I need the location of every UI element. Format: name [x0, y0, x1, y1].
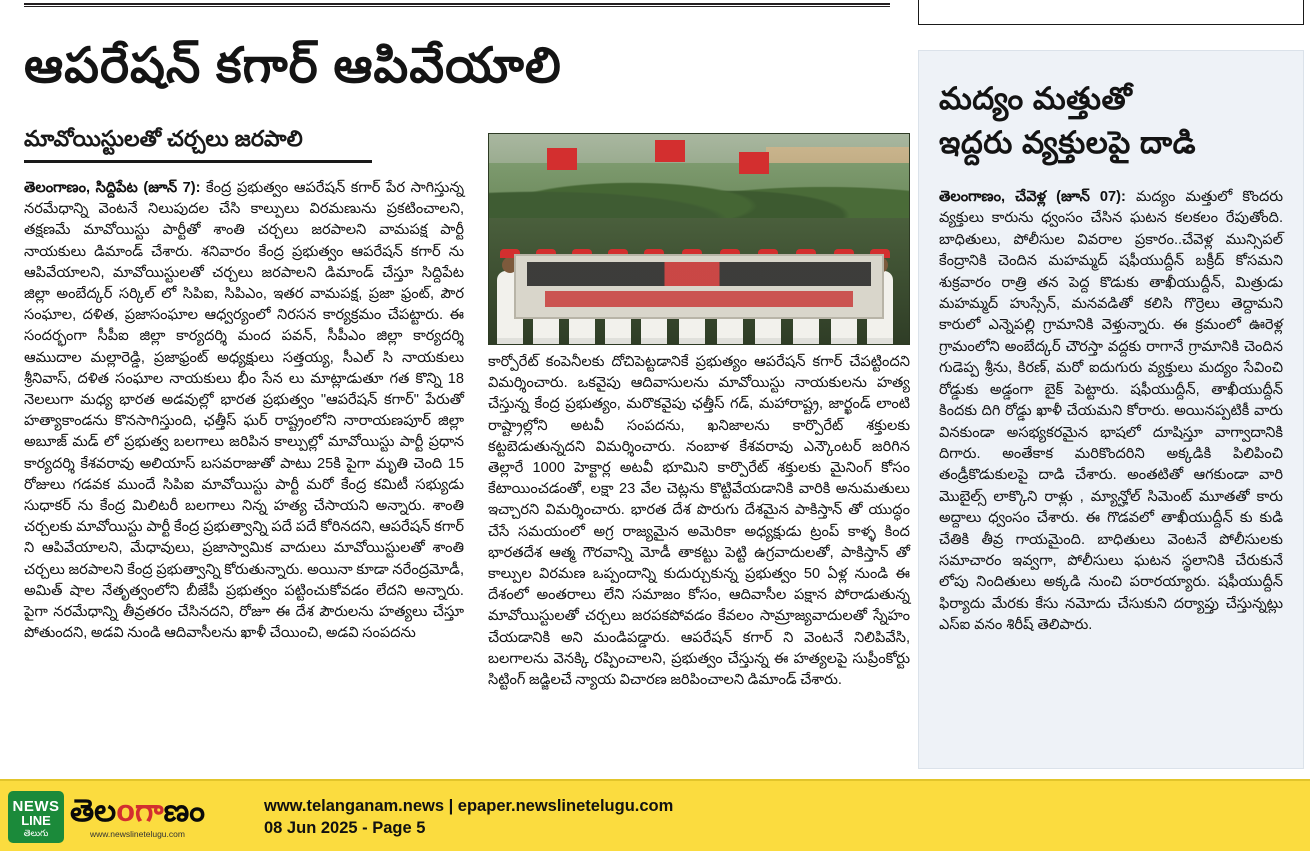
subheadline: మావోయిస్టులతో చర్చలు జరపాలి [24, 126, 303, 151]
badge-line-2: LINE [21, 812, 51, 828]
dateline: తెలంగాణం, సిద్దిపేట (జూన్ 7): [24, 180, 201, 196]
side-article-body-text: మద్యం మత్తులో కొందరు వ్యక్తులు కారును ధ్వంసం చేసిన ఘటన కలకలం రేపుతోంది. బాధితులు, పోలీసుల వివరాల ప్రకారం..చేవెళ్ల మున్సిపల్ కేంద్రానికి చెందిన మహమ్మద్ షఫీయుద్దీన్ బక్రీద్ కోసమని శుక్రవారం రాత్రి తన పెద్ద కొడుకు తాఖీయుద్దీన్, మిత్రుడు మహమ్మద్ హుస్సేన్, మనవడితో కలిసి గొర్రెలు తెద్దామని కారులో ఎన్నెపల్లి గ్రామానికి వెళ్తున్నారు. ఈ క్రమంలో ఊరెళ్ల గ్రామంలోని అంబేద్కర్ చౌరస్తా వద్దకు రాగానే గ్రామానికి చెందిన గుడెప్ప శ్రీను, కిరణ్, మరో ఐదుగురు వ్యక్తులు మద్యం సేవించి రోడ్డుకు అడ్డంగా బైక్ పెట్టారు. షఫీయుద్దీన్, తాఖీయుద్దీన్ కిందకు దిగి రోడ్డు ఖాళీ చేయమని కోరారు. అయినప్పటికీ వారు వినకుండా అసభ్యకరమైన భాషలో దూషిస్తూ వాగ్వాదానికి దిగారు. అంతేకాక మరికొందరిని అక్కడికి పిలిపించి తండ్రీకొడుకులపై దాడి చేశారు. అంతటితో ఆగకుండా వారి మొబైల్స్ లాక్కొని రాళ్లు , మ్యాన్హోల్ సిమెంట్ మూతతో కారు అద్దాలు ధ్వంసం చేశారు. ఈ గొడవలో తాఖీయుద్దీన్ కు కుడి చేతికి తీవ్ర గాయమైంది. బాధితులు వెంటనే పోలీసులకు సమాచారం ఇవ్వగా, పోలీసులు ఘటన స్థలానికి చేరుకునే లోపు నిందితులు అక్కడి నుంచి పరారయ్యారు. షఫీయుద్దీన్ ఫిర్యాదు మేరకు కేసు నమోదు చేసుకుని దర్యాప్తు చేస్తున్నట్లు ఎస్ఐ వనం శిరీష్ తెలిపారు. [939, 189, 1283, 634]
article-body-column-left [24, 178, 464, 644]
badge-line-1: NEWS [12, 797, 60, 815]
photo-protest-banner [514, 254, 884, 319]
article-body-text-left: కేంద్ర ప్రభుత్వం ఆపరేషన్ కగార్ పేర సాగిస్తున్న నరమేధాన్ని వెంటనే నిలుపుదల చేసి కాల్పులు విరమణును ప్రకటించాలని, తక్షణమే మావోయిస్టు పార్టీతో శాంతి చర్చలు జరపాలని వామపక్ష పార్టీ నాయకులు డిమాండ్ చేశారు. శనివారం కేంద్ర ప్రభుత్వం ఆపరేషన్ కగార్ ను ఆపివేయాలని, మావోయిస్టులతో చర్చలు జరపాలని డిమాండ్ చేస్తూ సిద్దిపేట జిల్లా అంబేద్కర్ సర్కిల్ లో సిపిఐ, సిపిఎం, ఇతర వామపక్ష, ప్రజా ఫ్రంట్, పౌర సంఘాల, దళిత, ప్రజాసంఘాల ఆధ్వర్యంలో నిరసన కార్యక్రమం చేపట్టారు. ఈ సందర్భంగా సీపీఐ జిల్లా కార్యదర్శి మంద పవన్, సీపీఎం జిల్లా కార్యదర్శి ఆముదాల మల్లారెడ్డి, ప్రజాఫ్రంట్ అధ్యక్షులు సత్తయ్య, సీఎల్ సి నాయకులు శ్రీనివాస్, దళిత సంఘాల నాయకులు భీం సేన లు మాట్లాడుతూ గత కొన్ని 18 నెలలుగా మధ్య భారత అడవుల్లో భారత ప్రభుత్వం "ఆపరేషన్ కగార్" పేరుతో హత్యాకాండను కొనసాగిస్తుంది, ఛత్తీస్ ఘర్ రాష్ట్రంలోని నారాయణపూర్ జిల్లా అబూజ్ మడ్ లో ప్రభుత్వ బలగాలు జరిపిన కాల్పుల్లో మావోయిస్టు పార్టీ ప్రధాన కార్యదర్శి కేశవరావు అలియాస్ బసవరాజుతో పాటు 25కి పైగా మృతి చెంది 15 రోజులు గడవక ముందే సిపిఐ మావోయిస్టు పార్టీ మరో కేంద్ర కమిటీ సభ్యుడు సుధాకర్ ను కేంద్ర మిలిటరీ బలగాలు నిన్న హత్య చేసాయని అన్నారు. శాంతి చర్చలకు మావోయిస్టు పార్టీ కేంద్ర ప్రభుత్వాన్ని పదే పదే కోరినదని, ఆపరేషన్ కగార్ ని ఆపివేయాలని, మేధావులు, ప్రజాస్వామిక వాదులు మావోయిస్టులతో శాంతి చర్చలు జరపాలని కేంద్ర ప్రభుత్వాన్ని కోరుతున్నారు. అయినా కూడా నరేంద్రమోడీ, అమిత్ షాల నేతృత్వంలోని బీజేపీ ప్రభుత్వం పట్టించుకోవడం లేదని అన్నారు. పైగా నరమేధాన్ని తీవ్రతరం చేసినదని, రోజూ ఈ దేశ పౌరులను హత్యలు చేస్తూ పోతుందని, అడవి నుండి ఆదివాసీలను ఖాళీ చేయించి, అడవి సంపదను [24, 180, 465, 642]
subheadline-block [24, 125, 396, 163]
page-title: ఆపరేషన్ కగార్ ఆపివేయాలి [24, 39, 562, 93]
publication-logo [8, 785, 244, 849]
masthead-part-2: oగా [116, 793, 164, 828]
masthead-url: www.newslinetelugu.com [89, 829, 185, 839]
footer-website-line: www.telanganam.news | epaper.newslinetelugu.com [264, 797, 674, 815]
masthead-text [70, 795, 205, 826]
article-body-column-right: కార్పోరేట్ కంపెనీలకు దోచిపెట్టడానికే ప్రభుత్యం ఆపరేషన్ కగార్ చేపట్టిందని విమర్శించారు. ఒకవైపు ఆదివాసులను మావోయిస్టు నాయకులను హత్య చేస్తున్న కేంద్ర ప్రభుత్యం, మరొకవైపు ఛత్తీస్ గడ్, మహారాష్ట్ర, జార్ఖండ్ లాంటి రాష్ట్రాల్లోని అటవీ సంపదను, ఖనిజాలను కార్పొరేట్ శక్తులకు కట్టబెడుతున్నదని విమర్శించారు. నంబాళ కేశవరావు ఎన్కౌంటర్ జరిగిన తెల్లారే 1000 హెక్టార్ల అటవీ భూమిని కార్పొరేట్ శక్తులకు మైనింగ్ కోసం కేటాయించడంతో, లక్షా 23 వేల చెట్లను కొట్టివేయడానికి వారికి అనుమతులు ఇచ్చారని విమర్శించారు. భారత దేశ పొరుగు దేశమైన పాకిస్తాన్ తో యుద్ధం చేసే సమయంలో అగ్ర రాజ్యమైన అమెరికా అధ్యక్షుడు ట్రంప్ కాళ్ళ కింద భారతదేశ ఆత్మ గౌరవాన్ని మోడీ తాకట్టు పెట్టి ఉగ్రవాదులతో, పాకిస్తాన్ తో కాల్పుల విరమణ ఒప్పందాన్ని కుదుర్చుకున్న ప్రభుత్వం 50 ఏళ్ల నుండి ఈ దేశంలో అంతరాలు లేని సమాజం కోసం, ఆదివాసీల పక్షాన పోరాడుతున్న మావోయిస్టులతో చర్చలు జరపకపోవడం కేవలం సామ్రాజ్యవాదులతో స్నేహం చేయడానికి అని మండిపడ్డారు. ఆపరేషన్ కగార్ ని వెంటనే నిలిపివేసి, బలగాలను వెనక్కి రప్పించాలని, ప్రభుత్వం చేస్తున్న ఈ హత్యలపై సుప్రీంకోర్టు సిట్టింగ్ జడ్జిలచే న్యాయ విచారణ జరిపించాలని డిమాండ్ చేశారు. [488, 354, 910, 689]
banner-line-1 [527, 262, 871, 286]
newsline-badge-icon [8, 791, 64, 843]
page-footer [0, 779, 1310, 851]
side-article-body [939, 187, 1283, 637]
rail-top-headline-box [918, 0, 1304, 25]
footer-text-block [264, 795, 673, 839]
masthead-wordmark [70, 795, 205, 839]
masthead-part-1: తెల [70, 793, 117, 828]
photo-red-flag [739, 152, 769, 174]
badge-line-3: తెలుగు [23, 827, 49, 838]
article-photo [488, 133, 910, 345]
main-article [24, 0, 910, 780]
subheadline-underline [24, 160, 372, 163]
side-article-headline-line1: మద్యం మత్తుతో [939, 81, 1133, 116]
footer-date-page-line: 08 Jun 2025 - Page 5 [264, 819, 426, 837]
side-dateline: తెలంగాణం, చేవెళ్ల (జూన్ 07): [939, 189, 1126, 206]
photo-red-flag [547, 148, 577, 170]
side-article-headline-line2: ఇద్దరు వ్యక్తులపై దాడి [939, 125, 1197, 161]
side-article [918, 50, 1304, 769]
masthead-part-3: ణం [163, 793, 205, 828]
top-divider [24, 3, 890, 7]
photo-red-flag [655, 140, 685, 162]
banner-line-2 [545, 291, 852, 307]
